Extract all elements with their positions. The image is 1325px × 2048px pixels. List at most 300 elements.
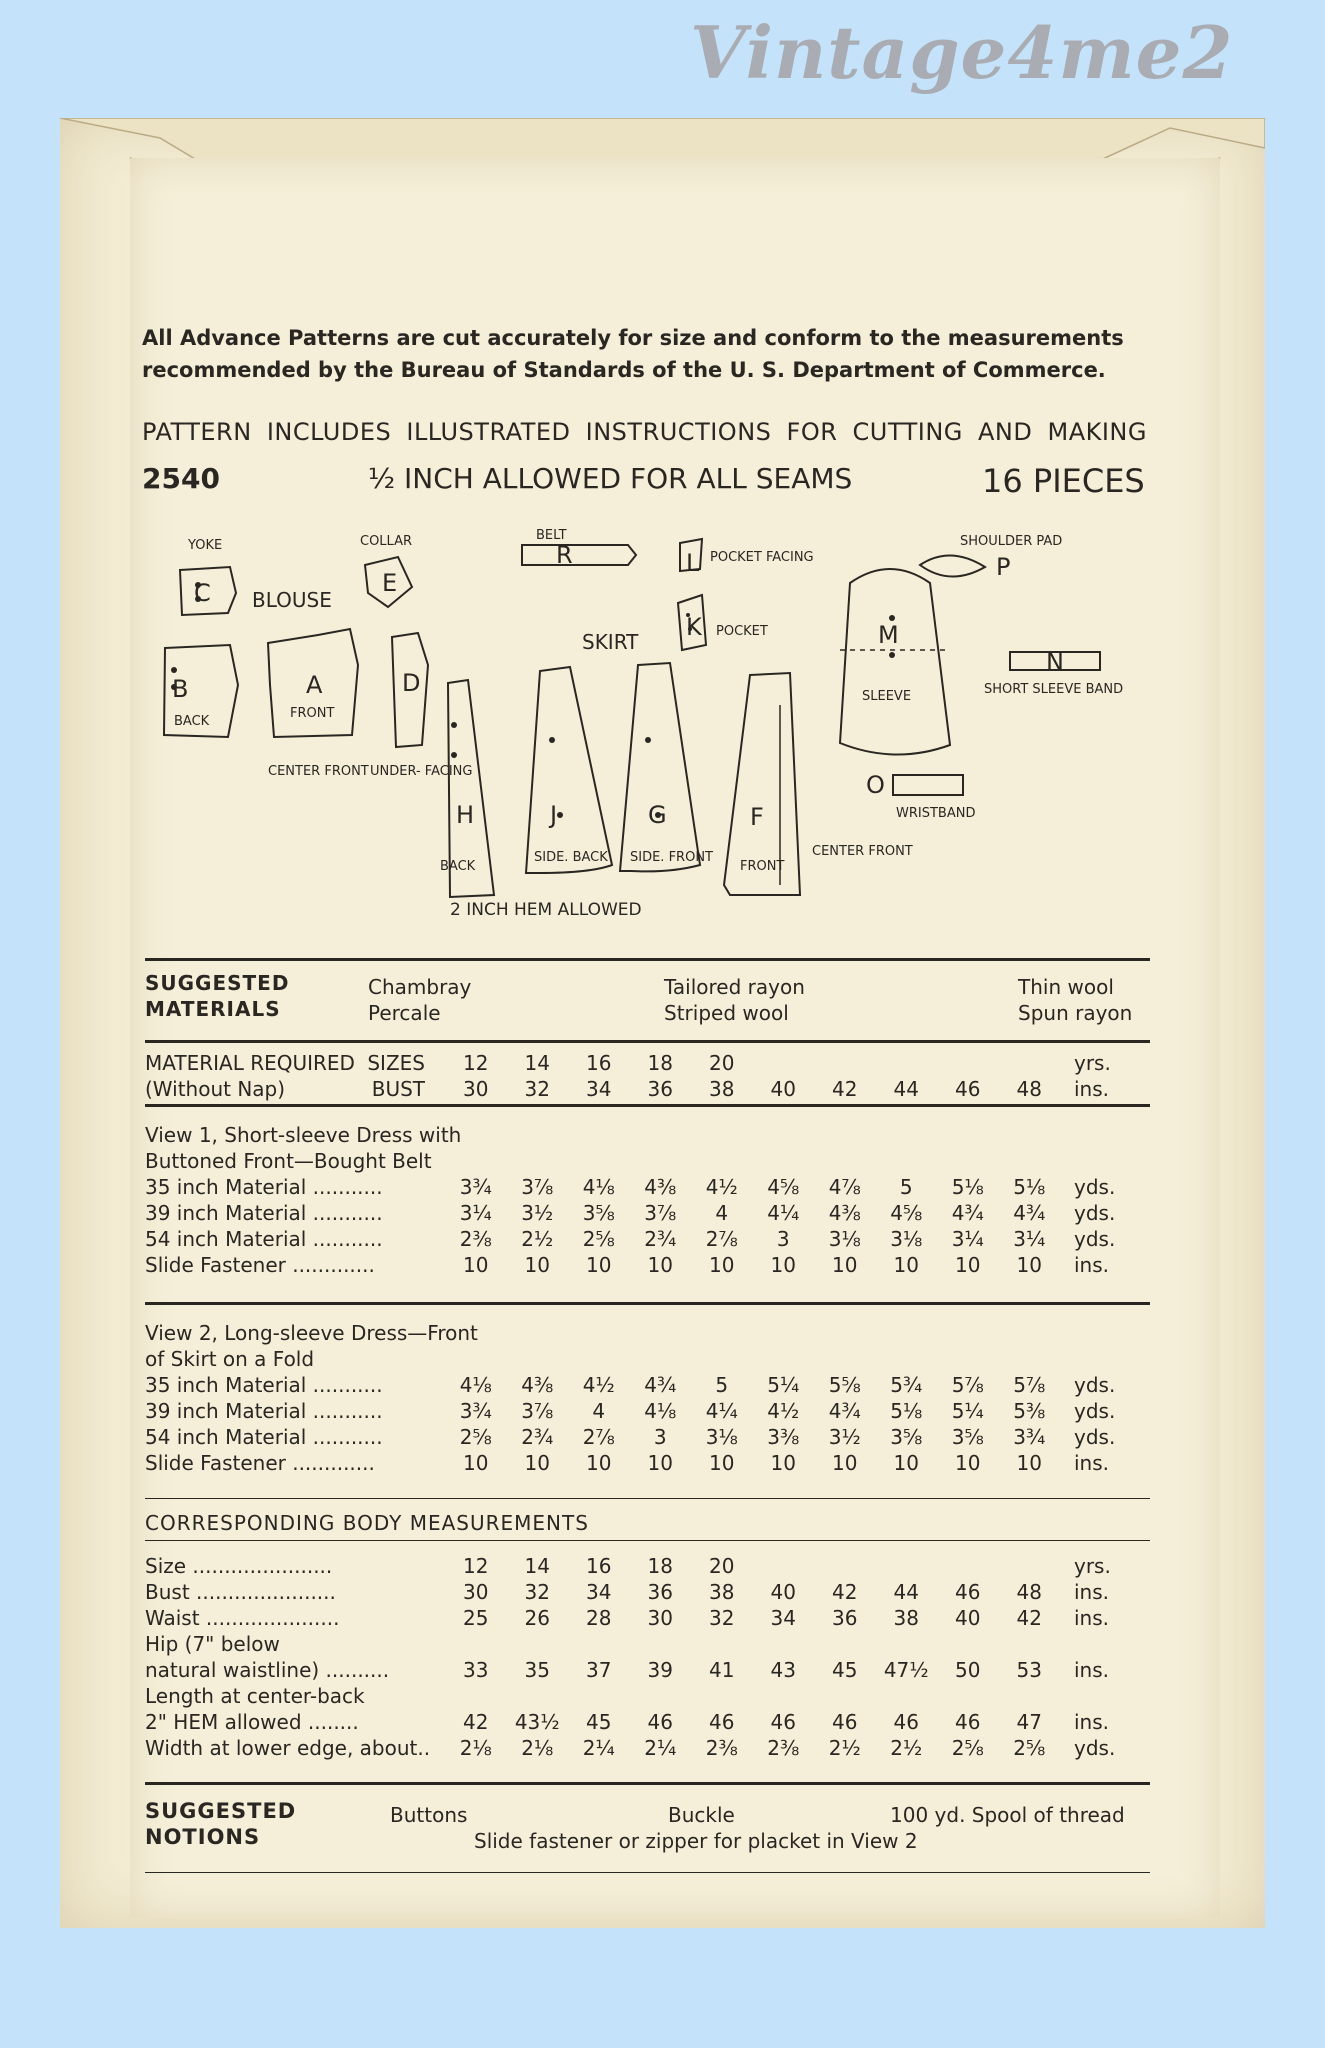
view-1-table (145, 1122, 1150, 1278)
table-cell: 2⅜ (705, 1736, 738, 1760)
table-cell: 40 (955, 1606, 981, 1630)
table-cell: 10 (647, 1253, 673, 1277)
unit-label: yds. (1074, 1736, 1116, 1760)
unit-label: yds. (1074, 1201, 1116, 1225)
table-cell (568, 1683, 630, 1709)
table-cell: 42 (832, 1580, 858, 1604)
material-item: Chambray (368, 975, 472, 999)
table-cell: 2⅛ (521, 1736, 554, 1760)
bust-value: 36 (647, 1077, 673, 1101)
table-cell: 10 (709, 1253, 735, 1277)
table-cell: 10 (770, 1253, 796, 1277)
bust-value: 38 (709, 1077, 735, 1101)
table-cell (814, 1553, 876, 1579)
table-cell: 4 (715, 1201, 729, 1225)
table-cell: 47 (1016, 1710, 1042, 1734)
row-label: Waist ..................... (145, 1606, 340, 1630)
table-cell: 2⅝ (951, 1736, 984, 1760)
piece-letter-m: M (878, 621, 899, 649)
table-row (145, 1252, 1150, 1278)
table-cell: 2½ (890, 1736, 923, 1760)
watermark-logo: Vintage4me2 (690, 10, 1234, 95)
table-cell: 3¼ (1013, 1227, 1046, 1251)
table-cell: 43 (770, 1658, 796, 1682)
table-cell: 2⅜ (459, 1227, 492, 1251)
table-cell: 5⅛ (1013, 1175, 1046, 1199)
view-1-subtitle: Buttoned Front—Bought Belt (145, 1149, 432, 1173)
table-cell: 4⅛ (582, 1175, 615, 1199)
includes-word: ILLUSTRATED (406, 418, 571, 446)
unit-label: yds. (1074, 1175, 1116, 1199)
row-label: natural waistline) .......... (145, 1658, 390, 1682)
label-pocket: POCKET (716, 624, 768, 639)
table-cell: 4 (592, 1399, 606, 1423)
table-cell: 4⅛ (644, 1399, 677, 1423)
label-collar: COLLAR (360, 534, 413, 549)
unit-label: yds. (1074, 1227, 1116, 1251)
material-item: Striped wool (664, 1001, 789, 1025)
row-label: 39 inch Material ........... (145, 1399, 383, 1423)
piece-letter-a: A (306, 671, 323, 699)
table-cell (753, 1683, 815, 1709)
table-cell: 2¼ (582, 1736, 615, 1760)
table-cell: 3⅞ (521, 1399, 554, 1423)
table-cell: 36 (647, 1580, 673, 1604)
table-row (145, 1553, 1150, 1579)
table-cell (445, 1683, 507, 1709)
piece-letter-r: R (556, 541, 573, 569)
table-cell: 48 (1016, 1580, 1042, 1604)
table-cell: 3⅝ (890, 1425, 923, 1449)
unit-label: ins. (1074, 1451, 1110, 1475)
table-cell: 3⅛ (705, 1425, 738, 1449)
bust-value: 34 (586, 1077, 612, 1101)
table-cell: 14 (524, 1554, 550, 1578)
table-cell: 35 (524, 1658, 550, 1682)
table-cell: 2⅝ (1013, 1736, 1046, 1760)
row-label: 54 inch Material ........... (145, 1227, 383, 1251)
label-side-front: SIDE. FRONT (630, 850, 713, 865)
label-pocket-facing: POCKET FACING (710, 550, 814, 565)
label-skirt: SKIRT (582, 630, 639, 654)
piece-letter-b: B (172, 675, 189, 703)
table-cell: 10 (955, 1451, 981, 1475)
table-cell: 32 (524, 1580, 550, 1604)
table-cell: 46 (647, 1710, 673, 1734)
label-back: BACK (174, 714, 210, 729)
pattern-includes-line (142, 418, 1147, 446)
unit-label: ins. (1074, 1606, 1110, 1630)
table-cell: 34 (770, 1606, 796, 1630)
table-cell (937, 1683, 999, 1709)
table-row (145, 1398, 1150, 1424)
table-cell: 4¾ (828, 1399, 861, 1423)
table-row (145, 1372, 1150, 1398)
bust-value: 30 (463, 1077, 489, 1101)
table-cell: 46 (832, 1710, 858, 1734)
table-cell: 2⅜ (767, 1736, 800, 1760)
view-2-title: View 2, Long-sleeve Dress—Front (145, 1321, 478, 1345)
piece-letter-g: G (648, 801, 667, 829)
row-label: Bust ...................... (145, 1580, 336, 1604)
notion-zipper: Slide fastener or zipper for placket in View 2 (474, 1829, 918, 1853)
size-value: 14 (524, 1051, 550, 1075)
table-cell: 2⅞ (582, 1425, 615, 1449)
table-cell: 42 (1016, 1606, 1042, 1630)
table-cell (999, 1553, 1061, 1579)
table-cell (937, 1553, 999, 1579)
unit-label: ins. (1074, 1077, 1110, 1101)
table-cell (507, 1631, 569, 1657)
bust-value: 48 (1016, 1077, 1042, 1101)
table-cell (568, 1631, 630, 1657)
table-cell: 3⅛ (890, 1227, 923, 1251)
table-row (145, 1631, 1150, 1657)
view-2-subtitle: of Skirt on a Fold (145, 1347, 315, 1371)
table-cell (876, 1553, 938, 1579)
row-label: 35 inch Material ........... (145, 1175, 383, 1199)
table-row (145, 1579, 1150, 1605)
table-row (145, 1450, 1150, 1476)
table-cell: 45 (586, 1710, 612, 1734)
table-cell: 10 (893, 1451, 919, 1475)
table-cell: 10 (647, 1451, 673, 1475)
unit-label: yds. (1074, 1373, 1116, 1397)
table-cell: 2¼ (644, 1736, 677, 1760)
label-under-facing: UNDER- FACING (370, 764, 473, 779)
table-cell: 30 (647, 1606, 673, 1630)
table-cell: 3⅞ (521, 1175, 554, 1199)
bust-row (145, 1076, 1150, 1102)
view-1-rows (145, 1174, 1150, 1278)
table-row (145, 1226, 1150, 1252)
label-sleeve: SLEEVE (862, 689, 912, 704)
table-cell (630, 1683, 692, 1709)
table-cell: 10 (832, 1451, 858, 1475)
row-label: Slide Fastener ............. (145, 1451, 375, 1475)
unit-label (1060, 1631, 1124, 1657)
table-cell (937, 1631, 999, 1657)
statement-line-2: recommended by the Bureau of Standards of the U. S. Department of Commerce. (142, 358, 1106, 382)
table-cell: 3¼ (459, 1201, 492, 1225)
table-cell: 12 (463, 1554, 489, 1578)
table-row (145, 1709, 1150, 1735)
material-item: Tailored rayon (664, 975, 805, 999)
table-cell: 43½ (514, 1710, 560, 1734)
table-cell: 4⅛ (459, 1373, 492, 1397)
table-cell: 10 (586, 1253, 612, 1277)
materials-col-2 (664, 974, 805, 1026)
table-cell: 4¾ (1013, 1201, 1046, 1225)
piece-letter-p: P (996, 553, 1011, 581)
table-cell (691, 1631, 753, 1657)
table-cell: 39 (647, 1658, 673, 1682)
material-item: Percale (368, 1001, 441, 1025)
table-cell: 10 (463, 1451, 489, 1475)
unit-label: ins. (1074, 1710, 1110, 1734)
label-shoulder-pad: SHOULDER PAD (960, 534, 1063, 549)
table-cell: 46 (893, 1710, 919, 1734)
table-cell: 5 (899, 1175, 913, 1199)
bust-value: 46 (955, 1077, 981, 1101)
piece-letter-k: K (686, 613, 702, 641)
label-front-skirt: FRONT (740, 859, 785, 874)
table-cell: 45 (832, 1658, 858, 1682)
table-cell (814, 1631, 876, 1657)
section-rule (145, 1302, 1150, 1305)
unit-label: ins. (1074, 1658, 1110, 1682)
size-value: 16 (586, 1051, 612, 1075)
table-cell: 18 (647, 1554, 673, 1578)
table-cell: 10 (832, 1253, 858, 1277)
pattern-number: 2540 (142, 462, 220, 495)
table-cell: 33 (463, 1658, 489, 1682)
piece-letter-e: E (382, 569, 398, 597)
table-cell: 3 (653, 1425, 667, 1449)
label-back-skirt: BACK (440, 859, 476, 874)
piece-letter-j: J (550, 801, 558, 829)
table-cell: 10 (1016, 1451, 1042, 1475)
table-cell: 3⅞ (644, 1201, 677, 1225)
section-rule (145, 1040, 1150, 1043)
materials-col-1 (368, 974, 471, 1026)
body-measurements-table (145, 1510, 1150, 1761)
size-value (937, 1050, 999, 1076)
materials-heading-line: MATERIALS (145, 997, 281, 1021)
notion-thread: 100 yd. Spool of thread (890, 1803, 1125, 1827)
bust-value: 42 (832, 1077, 858, 1101)
material-required-table (145, 1050, 1150, 1102)
table-cell: 5⅝ (828, 1373, 861, 1397)
table-cell: 4¼ (705, 1399, 738, 1423)
label-center-front-skirt: CENTER FRONT (812, 844, 913, 859)
view-2-table (145, 1320, 1150, 1476)
table-cell: 20 (709, 1554, 735, 1578)
table-cell: 38 (709, 1580, 735, 1604)
table-cell (814, 1683, 876, 1709)
bust-value: 44 (893, 1077, 919, 1101)
table-cell: 2½ (828, 1736, 861, 1760)
table-cell: 5¾ (890, 1373, 923, 1397)
table-row (145, 1735, 1150, 1761)
row-label: 54 inch Material ........... (145, 1425, 383, 1449)
row-label: Length at center-back (145, 1684, 365, 1708)
unit-label: yrs. (1074, 1051, 1111, 1075)
includes-word: INSTRUCTIONS (585, 418, 772, 446)
label-yoke: YOKE (188, 538, 223, 553)
unit-label: ins. (1074, 1580, 1110, 1604)
table-cell: 32 (709, 1606, 735, 1630)
table-cell: 5⅞ (1013, 1373, 1046, 1397)
view-1-title: View 1, Short-sleeve Dress with (145, 1123, 462, 1147)
table-cell: 2¾ (644, 1227, 677, 1251)
table-row (145, 1200, 1150, 1226)
table-cell: 46 (955, 1710, 981, 1734)
table-cell (999, 1683, 1061, 1709)
table-cell (753, 1631, 815, 1657)
piece-letter-f: F (750, 803, 764, 831)
notion-buttons: Buttons (390, 1803, 468, 1827)
table-cell (753, 1553, 815, 1579)
table-cell: 5⅞ (951, 1373, 984, 1397)
includes-word: PATTERN (142, 418, 252, 446)
unit-label: yds. (1074, 1425, 1116, 1449)
table-cell: 44 (893, 1580, 919, 1604)
table-cell: 53 (1016, 1658, 1042, 1682)
table-cell: 4⅜ (644, 1175, 677, 1199)
size-value (753, 1050, 815, 1076)
label-center-front: CENTER FRONT (268, 764, 369, 779)
notions-heading (145, 1798, 296, 1850)
table-cell: 2⅝ (582, 1227, 615, 1251)
size-value: 20 (709, 1051, 735, 1075)
piece-letter-n: N (1046, 648, 1064, 676)
row-label: 35 inch Material ........... (145, 1373, 383, 1397)
materials-col-3 (1018, 974, 1132, 1026)
table-cell (630, 1631, 692, 1657)
includes-word: INCLUDES (266, 418, 392, 446)
label-side-back: SIDE. BACK (534, 850, 608, 865)
section-rule (145, 1782, 1150, 1785)
table-cell: 3⅝ (951, 1425, 984, 1449)
notions-heading-line: NOTIONS (145, 1825, 261, 1849)
piece-letter-c: C (194, 579, 211, 607)
table-cell: 4½ (767, 1399, 800, 1423)
table-cell: 4⅝ (890, 1201, 923, 1225)
table-cell: 46 (770, 1710, 796, 1734)
row-label: Slide Fastener ............. (145, 1253, 375, 1277)
size-value (999, 1050, 1061, 1076)
table-cell: 36 (832, 1606, 858, 1630)
bust-label: BUST (371, 1077, 425, 1101)
table-cell: 5¼ (767, 1373, 800, 1397)
table-cell: 16 (586, 1554, 612, 1578)
seam-allowance: ½ INCH ALLOWED FOR ALL SEAMS (368, 462, 853, 495)
table-cell: 47½ (883, 1658, 929, 1682)
label-short-sleeve-band: SHORT SLEEVE BAND (984, 682, 1124, 697)
label-blouse: BLOUSE (252, 588, 332, 612)
body-rows (145, 1553, 1150, 1761)
label-wristband: WRISTBAND (896, 806, 976, 821)
table-cell: 41 (709, 1658, 735, 1682)
table-cell: 4⅝ (767, 1175, 800, 1199)
table-cell: 2⅞ (705, 1227, 738, 1251)
size-value: 12 (463, 1051, 489, 1075)
table-cell: 2¾ (521, 1425, 554, 1449)
piece-letter-d: D (402, 669, 421, 697)
heading-underline (145, 1540, 1150, 1541)
bust-value: 40 (770, 1077, 796, 1101)
table-cell: 5⅛ (951, 1175, 984, 1199)
table-cell: 10 (524, 1451, 550, 1475)
sizes-label: SIZES (367, 1051, 425, 1075)
pieces-count: 16 PIECES (982, 462, 1145, 500)
table-cell: 5¼ (951, 1399, 984, 1423)
table-cell: 50 (955, 1658, 981, 1682)
table-cell: 34 (586, 1580, 612, 1604)
table-cell: 10 (955, 1253, 981, 1277)
table-cell: 4¾ (951, 1201, 984, 1225)
notions-heading-line: SUGGESTED (145, 1799, 297, 1823)
standards-statement (142, 322, 1212, 386)
table-cell: 30 (463, 1580, 489, 1604)
size-value: 18 (647, 1051, 673, 1075)
size-value (876, 1050, 938, 1076)
table-cell: 26 (524, 1606, 550, 1630)
table-cell: 46 (709, 1710, 735, 1734)
unit-label: ins. (1074, 1253, 1110, 1277)
piece-letter-l: L (686, 549, 700, 577)
table-cell: 4½ (705, 1175, 738, 1199)
table-cell: 3½ (828, 1425, 861, 1449)
table-cell: 2⅛ (459, 1736, 492, 1760)
material-required-label: MATERIAL REQUIRED (145, 1051, 355, 1075)
table-cell: 3 (776, 1227, 790, 1251)
table-cell: 10 (463, 1253, 489, 1277)
section-rule (145, 1872, 1150, 1873)
table-cell: 28 (586, 1606, 612, 1630)
table-cell: 10 (586, 1451, 612, 1475)
section-rule (145, 958, 1150, 961)
table-cell: 2½ (521, 1227, 554, 1251)
table-cell: 4¼ (767, 1201, 800, 1225)
table-cell: 4⅜ (828, 1201, 861, 1225)
row-label: Size ...................... (145, 1554, 333, 1578)
body-measurements-heading: CORRESPONDING BODY MEASUREMENTS (145, 1511, 589, 1535)
table-cell: 3¼ (951, 1227, 984, 1251)
row-label: 39 inch Material ........... (145, 1201, 383, 1225)
unit-label: yds. (1074, 1399, 1116, 1423)
table-cell (999, 1631, 1061, 1657)
material-item: Thin wool (1018, 975, 1114, 999)
table-cell: 37 (586, 1658, 612, 1682)
table-cell: 3⅛ (828, 1227, 861, 1251)
table-row (145, 1174, 1150, 1200)
table-row (145, 1683, 1150, 1709)
table-cell: 4⅜ (521, 1373, 554, 1397)
table-cell (876, 1683, 938, 1709)
table-cell (876, 1631, 938, 1657)
materials-heading (145, 970, 289, 1022)
table-cell: 2⅝ (459, 1425, 492, 1449)
label-hem-allowed: 2 INCH HEM ALLOWED (450, 900, 642, 920)
table-cell: 25 (463, 1606, 489, 1630)
bust-value: 32 (524, 1077, 550, 1101)
materials-heading-line: SUGGESTED (145, 971, 290, 995)
table-cell (507, 1683, 569, 1709)
table-cell: 38 (893, 1606, 919, 1630)
table-cell: 42 (463, 1710, 489, 1734)
statement-line-1: All Advance Patterns are cut accurately for size and conform to the measurements (142, 326, 1124, 350)
includes-word: CUTTING (852, 418, 963, 446)
unit-label (1060, 1683, 1124, 1709)
table-cell: 46 (955, 1580, 981, 1604)
table-cell: 3⅜ (767, 1425, 800, 1449)
table-cell: 3¾ (459, 1399, 492, 1423)
view-2-rows (145, 1372, 1150, 1476)
table-cell: 4½ (582, 1373, 615, 1397)
table-cell: 5⅛ (890, 1399, 923, 1423)
table-row (145, 1424, 1150, 1450)
table-cell (691, 1683, 753, 1709)
row-label: 2" HEM allowed ........ (145, 1710, 359, 1734)
row-label: Width at lower edge, about.. (145, 1736, 431, 1760)
piece-letter-h: H (456, 801, 475, 829)
label-belt: BELT (536, 528, 567, 543)
section-rule (145, 1104, 1150, 1107)
includes-word: FOR (786, 418, 838, 446)
table-cell: 3½ (521, 1201, 554, 1225)
